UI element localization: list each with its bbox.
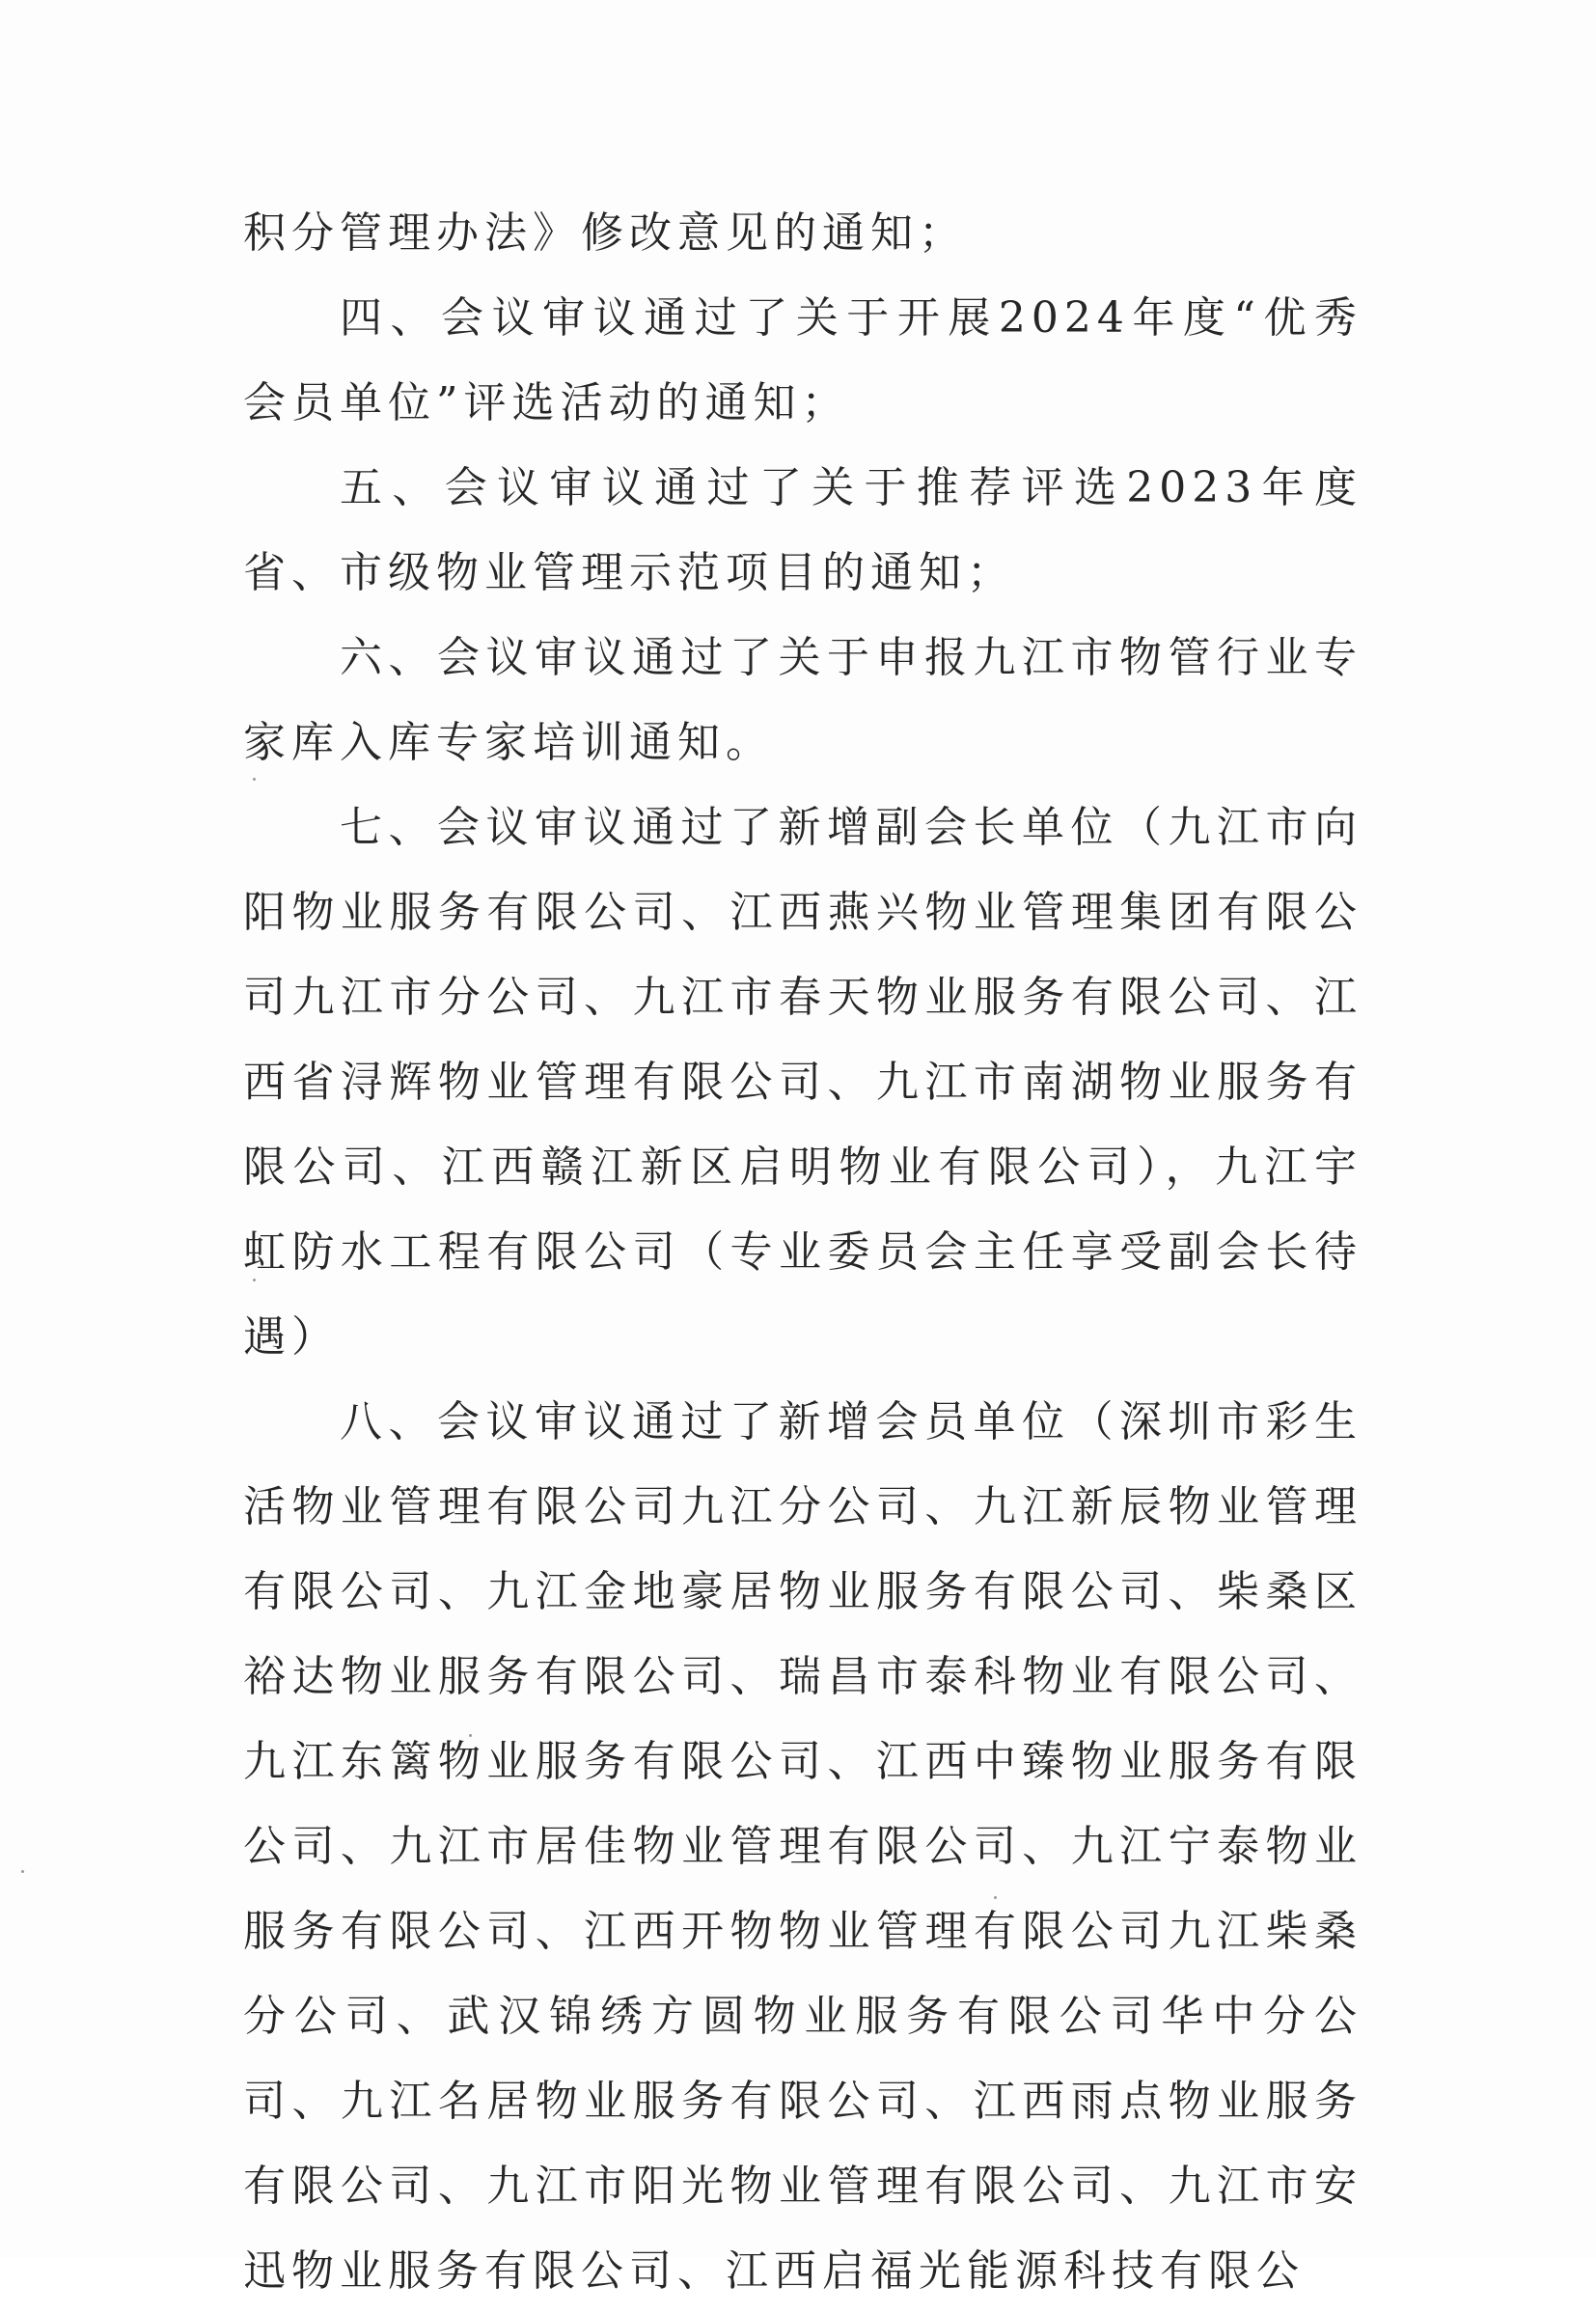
scan-speck (253, 1279, 256, 1281)
paragraph-item-8: 八、会议审议通过了新增会员单位（深圳市彩生活物业管理有限公司九江分公司、九江新辰物业管理有限公司、九江金地豪居物业服务有限公司、柴桑区裕达物业服务有限公司、瑞昌市泰科物业有限公司、九江东篱物业服务有限公司、江西中臻物业服务有限公司、九江市居佳物业管理有限公司、九江宁泰物业服务有限公司、江西开物物业管理有限公司九江柴桑分公司、武汉锦绣方圆物业服务有限公司华中分公司、九江名居物业服务有限公司、江西雨点物业服务有限公司、九江市阳光物业管理有限公司、九江市安迅物业服务有限公司、江西启福光能源科技有限公 (243, 1397, 1362, 2296)
scan-speck (21, 1870, 24, 1873)
scan-speck (253, 778, 256, 781)
paragraph-item-6: 六、会议审议通过了关于申报九江市物管行业专家库入库专家培训通知。 (243, 633, 1362, 767)
document-body (243, 191, 1362, 2314)
scan-speck (469, 1734, 472, 1737)
paragraph-item-5: 五、会议审议通过了关于推荐评选2023年度省、市级物业管理示范项目的通知； (243, 463, 1362, 597)
paragraph-continuation: 积分管理办法》修改意见的通知； (243, 208, 967, 258)
paragraph-item-4: 四、会议审议通过了关于开展2024年度“优秀会员单位”评选活动的通知； (243, 293, 1362, 427)
scan-speck (994, 1896, 997, 1899)
paragraph-item-7: 七、会议审议通过了新增副会长单位（九江市向阳物业服务有限公司、江西燕兴物业管理集团有限公司九江市分公司、九江市春天物业服务有限公司、江西省浔辉物业管理有限公司、九江市南湖物业服务有限公司、江西赣江新区启明物业有限公司），九江宇虹防水工程有限公司（专业委员会主任享受副会长待遇） (243, 803, 1362, 1362)
